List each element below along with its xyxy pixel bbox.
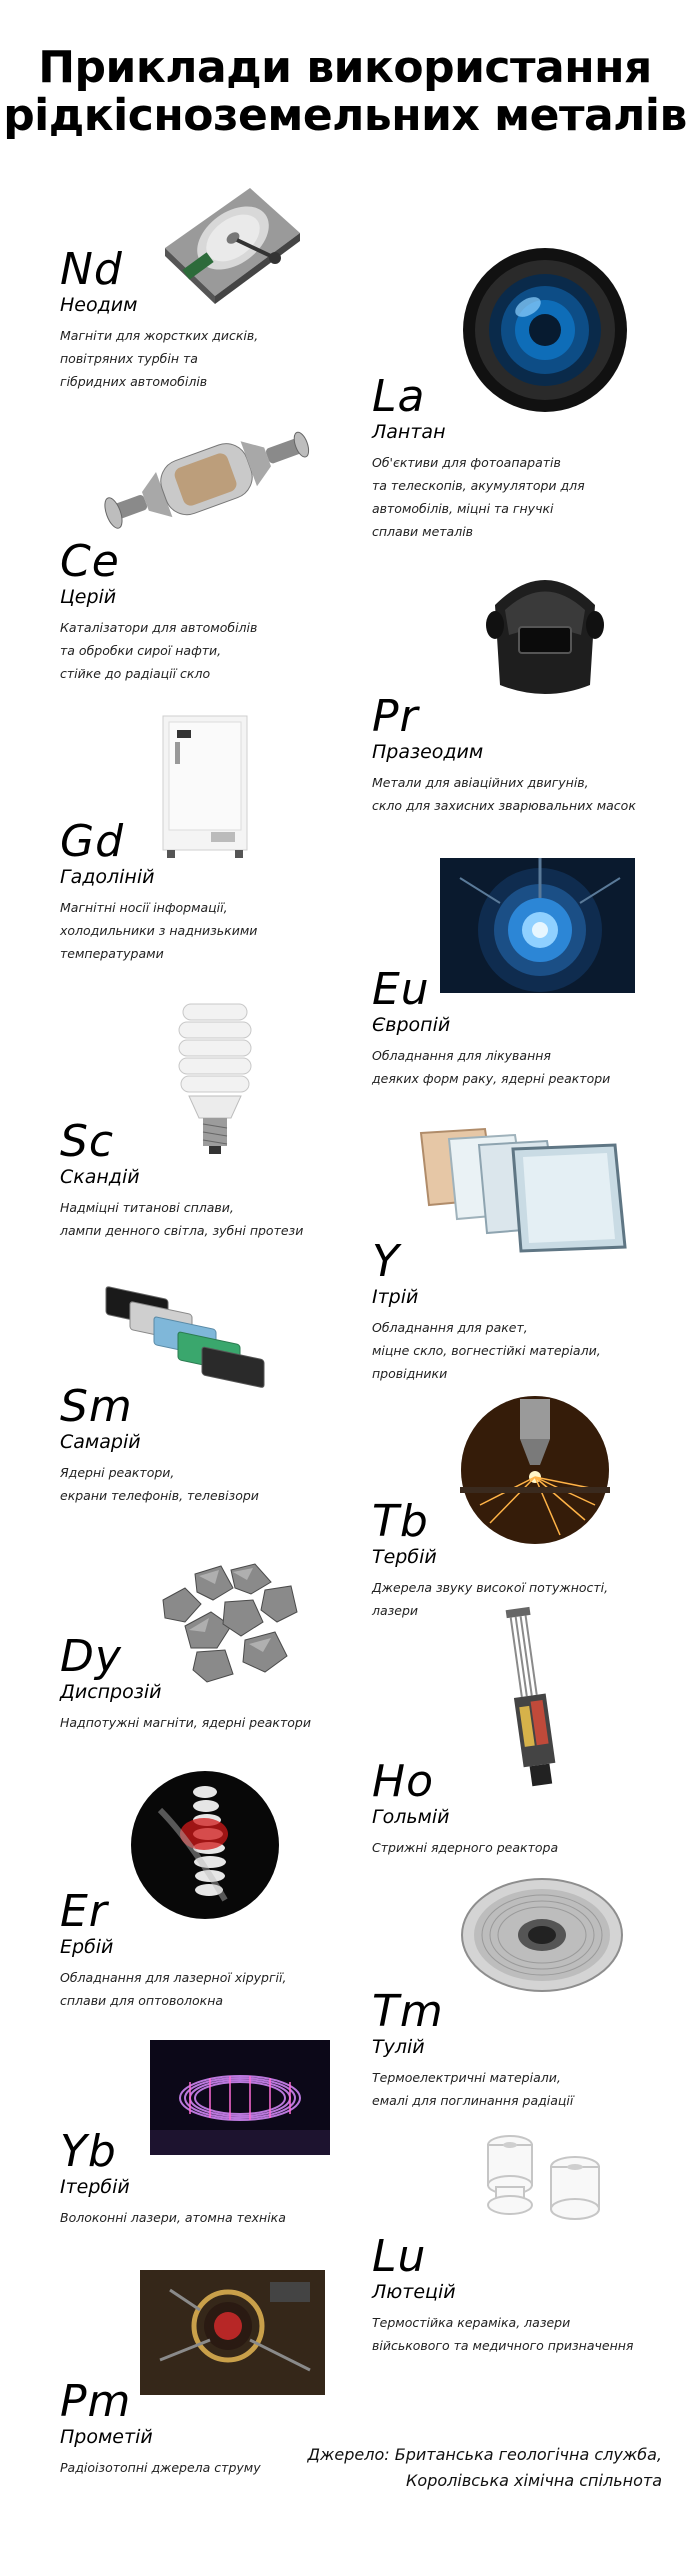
page-title-line-2: рідкісноземельних металів	[3, 90, 687, 141]
isotope-device-icon	[140, 2270, 325, 2395]
element-ho	[372, 1756, 672, 1859]
description-line: Обладнання для лікування	[372, 1048, 551, 1063]
element-name: Лютецій	[372, 2281, 456, 2303]
element-tm	[372, 1986, 672, 2112]
element-name: Прометій	[60, 2426, 153, 2448]
element-name: Самарій	[60, 1431, 141, 1453]
catalytic-converter-icon	[100, 420, 320, 540]
description-line: Обладнання для лазерної хірургії,	[60, 1970, 287, 1985]
element-symbol: Yb	[60, 2126, 117, 2177]
element-name: Тербій	[372, 1546, 437, 1568]
glass-panes-icon	[415, 1125, 630, 1255]
page-title	[0, 44, 690, 140]
description-line: Термоелектричні матеріали,	[372, 2070, 561, 2085]
page-title-line-1: Приклади використання	[38, 42, 652, 93]
element-description	[372, 771, 672, 817]
element-symbol: Pm	[60, 2376, 132, 2427]
element-symbol: Gd	[60, 816, 125, 867]
element-symbol: Eu	[372, 964, 430, 1015]
element-name: Церій	[60, 586, 117, 608]
element-symbol: Tb	[372, 1496, 429, 1547]
description-line: Джерела звуку високої потужності,	[372, 1580, 609, 1595]
welding-mask-icon	[475, 565, 615, 705]
source-line-1: Джерело: Британська геологічна служба,	[307, 2445, 662, 2464]
description-line: Обладнання для ракет,	[372, 1320, 528, 1335]
element-symbol: La	[372, 371, 426, 422]
element-description	[372, 2066, 672, 2112]
element-lu	[372, 2231, 672, 2357]
element-gd	[60, 816, 360, 965]
element-ce	[60, 536, 360, 685]
element-name: Гольмій	[372, 1806, 450, 1828]
element-description	[60, 1966, 360, 2012]
description-line: Волоконні лазери, атомна техніка	[60, 2210, 286, 2225]
element-name: Європій	[372, 1014, 451, 1036]
element-dy	[60, 1631, 360, 1734]
description-line: Магнітні носії інформації,	[60, 900, 228, 915]
description-line: сплави для оптоволокна	[60, 1993, 224, 2008]
description-line: міцне скло, вогнестійкі матеріали,	[372, 1343, 601, 1358]
description-line: та телескопів, акумулятори для	[372, 478, 585, 493]
element-name: Ербій	[60, 1936, 114, 1958]
source-credit	[307, 2442, 662, 2494]
description-line: температурами	[60, 946, 164, 961]
element-nd	[60, 244, 360, 393]
ceramic-insulator-icon	[470, 2125, 620, 2240]
description-line: Стрижні ядерного реактора	[372, 1840, 559, 1855]
element-symbol: Sc	[60, 1116, 115, 1167]
element-sc	[60, 1116, 360, 1242]
element-description	[60, 1196, 360, 1242]
description-line: Надміцні титанові сплави,	[60, 1200, 234, 1215]
description-line: лампи денного світла, зубні протези	[60, 1223, 304, 1238]
element-name: Тулій	[372, 2036, 425, 2058]
description-line: Об'єктиви для фотоапаратів	[372, 455, 561, 470]
element-symbol: Ce	[60, 536, 120, 587]
element-description	[60, 324, 360, 393]
element-la	[372, 371, 672, 543]
description-line: емалі для поглинання радіації	[372, 2093, 574, 2108]
description-line: провідники	[372, 1366, 448, 1381]
element-name: Гадоліній	[60, 866, 155, 888]
source-line-2: Королівська хімічна спільнота	[406, 2471, 662, 2490]
description-line: повітряних турбін та	[60, 351, 198, 366]
element-name: Лантан	[372, 421, 446, 443]
description-line: Надпотужні магніти, ядерні реактори	[60, 1715, 311, 1730]
description-line: автомобілів, міцні та гнучкі	[372, 501, 554, 516]
description-line: екрани телефонів, телевізори	[60, 1488, 259, 1503]
description-line: та обробки сирої нафти,	[60, 643, 222, 658]
element-description	[60, 896, 360, 965]
description-line: Каталізатори для автомобілів	[60, 620, 258, 635]
element-name: Ітрій	[372, 1286, 419, 1308]
element-description	[60, 1711, 360, 1734]
description-line: Магніти для жорстких дисків,	[60, 328, 259, 343]
element-symbol: Ho	[372, 1756, 435, 1807]
element-description	[372, 1044, 672, 1090]
description-line: Радіоізотопні джерела струму	[60, 2460, 261, 2475]
description-line: сплави металів	[372, 524, 474, 539]
description-line: деяких форм раку, ядерні реактори	[372, 1071, 611, 1086]
wire-spool-icon	[460, 1875, 625, 1995]
description-line: військового та медичного призначення	[372, 2338, 634, 2353]
element-eu	[372, 964, 672, 1090]
element-description	[372, 1316, 672, 1385]
element-symbol: Sm	[60, 1381, 133, 1432]
element-description	[372, 451, 672, 543]
element-name: Скандій	[60, 1166, 140, 1188]
description-line: Термостійка кераміка, лазери	[372, 2315, 571, 2330]
description-line: скло для захисних зварювальних масок	[372, 798, 636, 813]
element-name: Ітербій	[60, 2176, 130, 2198]
element-name: Неодим	[60, 294, 138, 316]
element-symbol: Dy	[60, 1631, 122, 1682]
element-symbol: Y	[372, 1236, 400, 1287]
element-description	[60, 1461, 360, 1507]
element-symbol: Pr	[372, 691, 419, 742]
element-symbol: Nd	[60, 244, 123, 295]
element-yb	[60, 2126, 360, 2229]
element-symbol: Tm	[372, 1986, 444, 2037]
element-description	[60, 616, 360, 685]
element-sm	[60, 1381, 360, 1507]
description-line: Метали для авіаційних двигунів,	[372, 775, 589, 790]
element-description	[60, 2206, 360, 2229]
element-name: Празеодим	[372, 741, 484, 763]
element-name: Диспрозій	[60, 1681, 162, 1703]
element-description	[372, 1836, 672, 1859]
element-symbol: Er	[60, 1886, 108, 1937]
description-line: лазери	[372, 1603, 419, 1618]
element-er	[60, 1886, 360, 2012]
description-line: холодильники з наднизькими	[60, 923, 258, 938]
element-y	[372, 1236, 672, 1385]
description-line: Ядерні реактори,	[60, 1465, 175, 1480]
element-pr	[372, 691, 672, 817]
element-description	[372, 2311, 672, 2357]
description-line: гібридних автомобілів	[60, 374, 208, 389]
element-tb	[372, 1496, 672, 1622]
element-symbol: Lu	[372, 2231, 427, 2282]
description-line: стійке до радіації скло	[60, 666, 211, 681]
